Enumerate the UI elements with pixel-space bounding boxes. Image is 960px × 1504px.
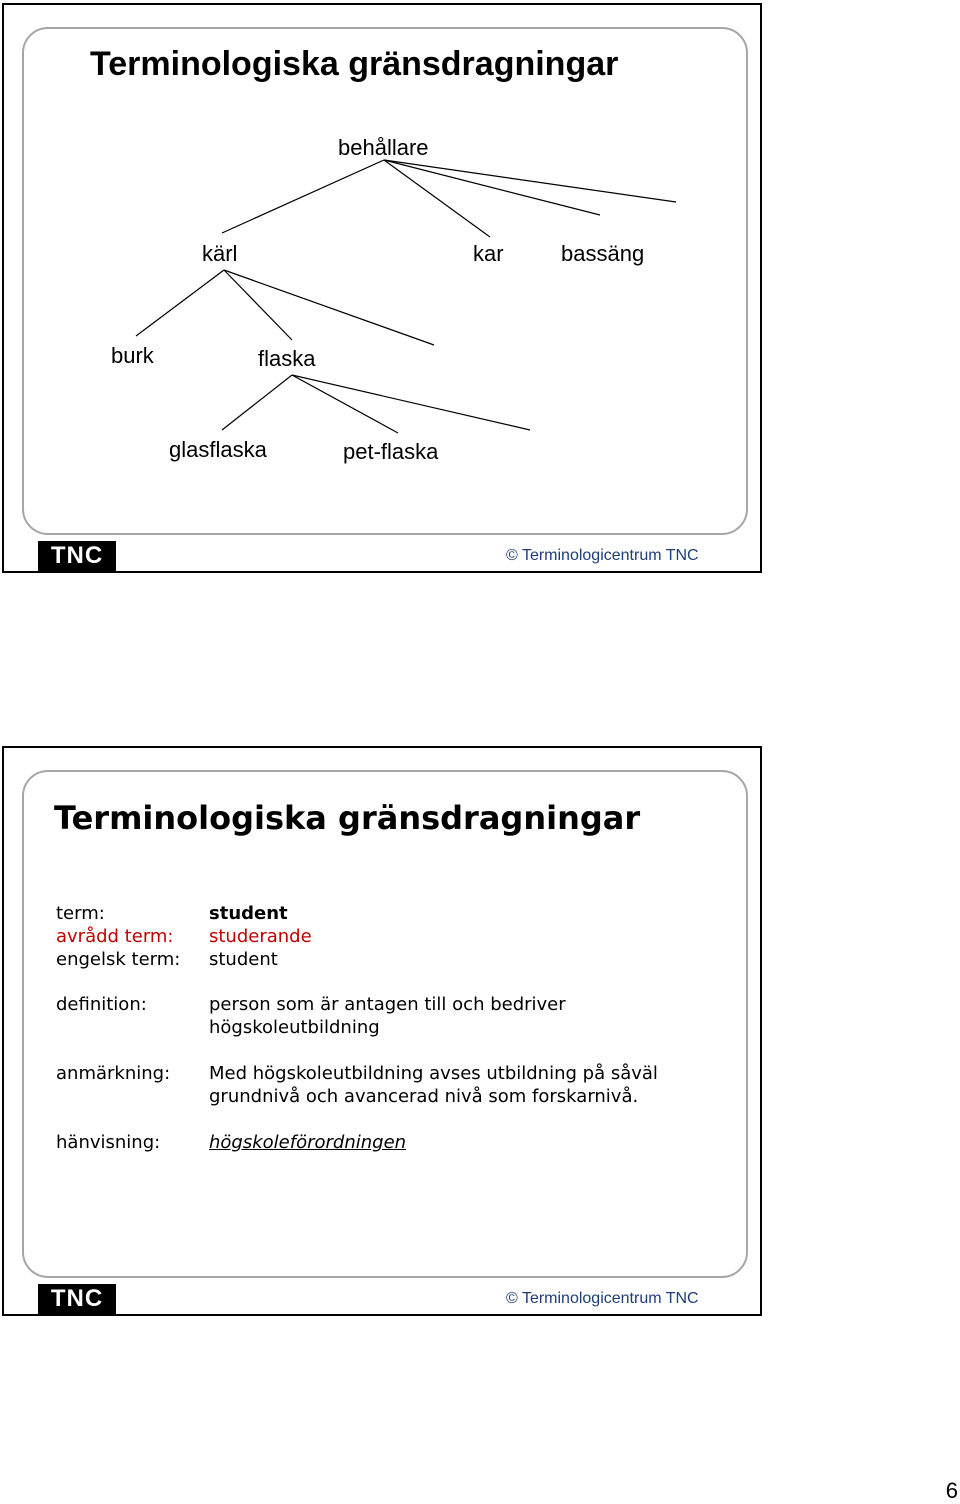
tree-node-behallare: behållare xyxy=(338,135,429,160)
edge-behallare-bassang xyxy=(384,160,600,215)
tree-node-bassang: bassäng xyxy=(561,241,645,266)
value-engelsk-term: student xyxy=(209,949,278,970)
slide-2-content-frame xyxy=(22,770,748,1278)
value-avradd-term: studerande xyxy=(209,926,312,947)
tree-node-kar: kar xyxy=(473,241,504,266)
slide-1 xyxy=(2,3,762,573)
value-anmarkning-line1: Med högskoleutbildning avses utbildning på såväl xyxy=(209,1063,658,1084)
edge-behallare-kar xyxy=(384,160,490,237)
slide-1-title: Terminologiska gränsdragningar xyxy=(90,45,619,83)
label-hanvisning: hänvisning: xyxy=(56,1132,161,1153)
tree-node-karl: kärl xyxy=(202,241,238,266)
footer-copyright: © Terminologicentrum TNC xyxy=(506,547,699,564)
edge-karl-flaska xyxy=(224,270,292,340)
slide-2-title: Terminologiska gränsdragningar xyxy=(54,799,641,837)
edge-karl-burk xyxy=(136,270,224,336)
label-definition: definition: xyxy=(56,994,147,1015)
tree-node-burk: burk xyxy=(111,343,154,368)
tnc-logo: TNC xyxy=(38,541,116,571)
tree-node-glasflaska: glasflaska xyxy=(169,437,267,462)
label-term: term: xyxy=(56,903,105,924)
edge-karl-extra xyxy=(224,270,434,345)
label-anmarkning: anmärkning: xyxy=(56,1063,171,1084)
value-definition-line2: högskoleutbildning xyxy=(209,1017,380,1038)
edge-behallare-karl xyxy=(222,160,384,233)
label-engelsk-term: engelsk term: xyxy=(56,949,181,970)
value-term: student xyxy=(209,903,288,924)
concept-tree-lines xyxy=(4,5,764,575)
edge-flaska-petflaska xyxy=(292,375,398,433)
edge-flaska-extra xyxy=(292,375,530,430)
value-anmarkning-line2: grundnivå och avancerad nivå som forskarnivå. xyxy=(209,1086,639,1107)
edge-behallare-extra xyxy=(384,160,676,202)
slide-2 xyxy=(2,746,762,1316)
footer-copyright: © Terminologicentrum TNC xyxy=(506,1290,699,1307)
label-avradd-term: avrådd term: xyxy=(56,926,174,947)
value-definition-line1: person som är antagen till och bedriver xyxy=(209,994,566,1015)
tree-node-flaska: flaska xyxy=(258,346,316,371)
tnc-logo: TNC xyxy=(38,1284,116,1314)
edge-flaska-glasflaska xyxy=(222,375,292,430)
value-hanvisning-link[interactable]: högskoleförordningen xyxy=(209,1132,407,1153)
tree-node-pet-flaska: pet-flaska xyxy=(343,439,439,464)
page-number: 6 xyxy=(945,1478,958,1503)
